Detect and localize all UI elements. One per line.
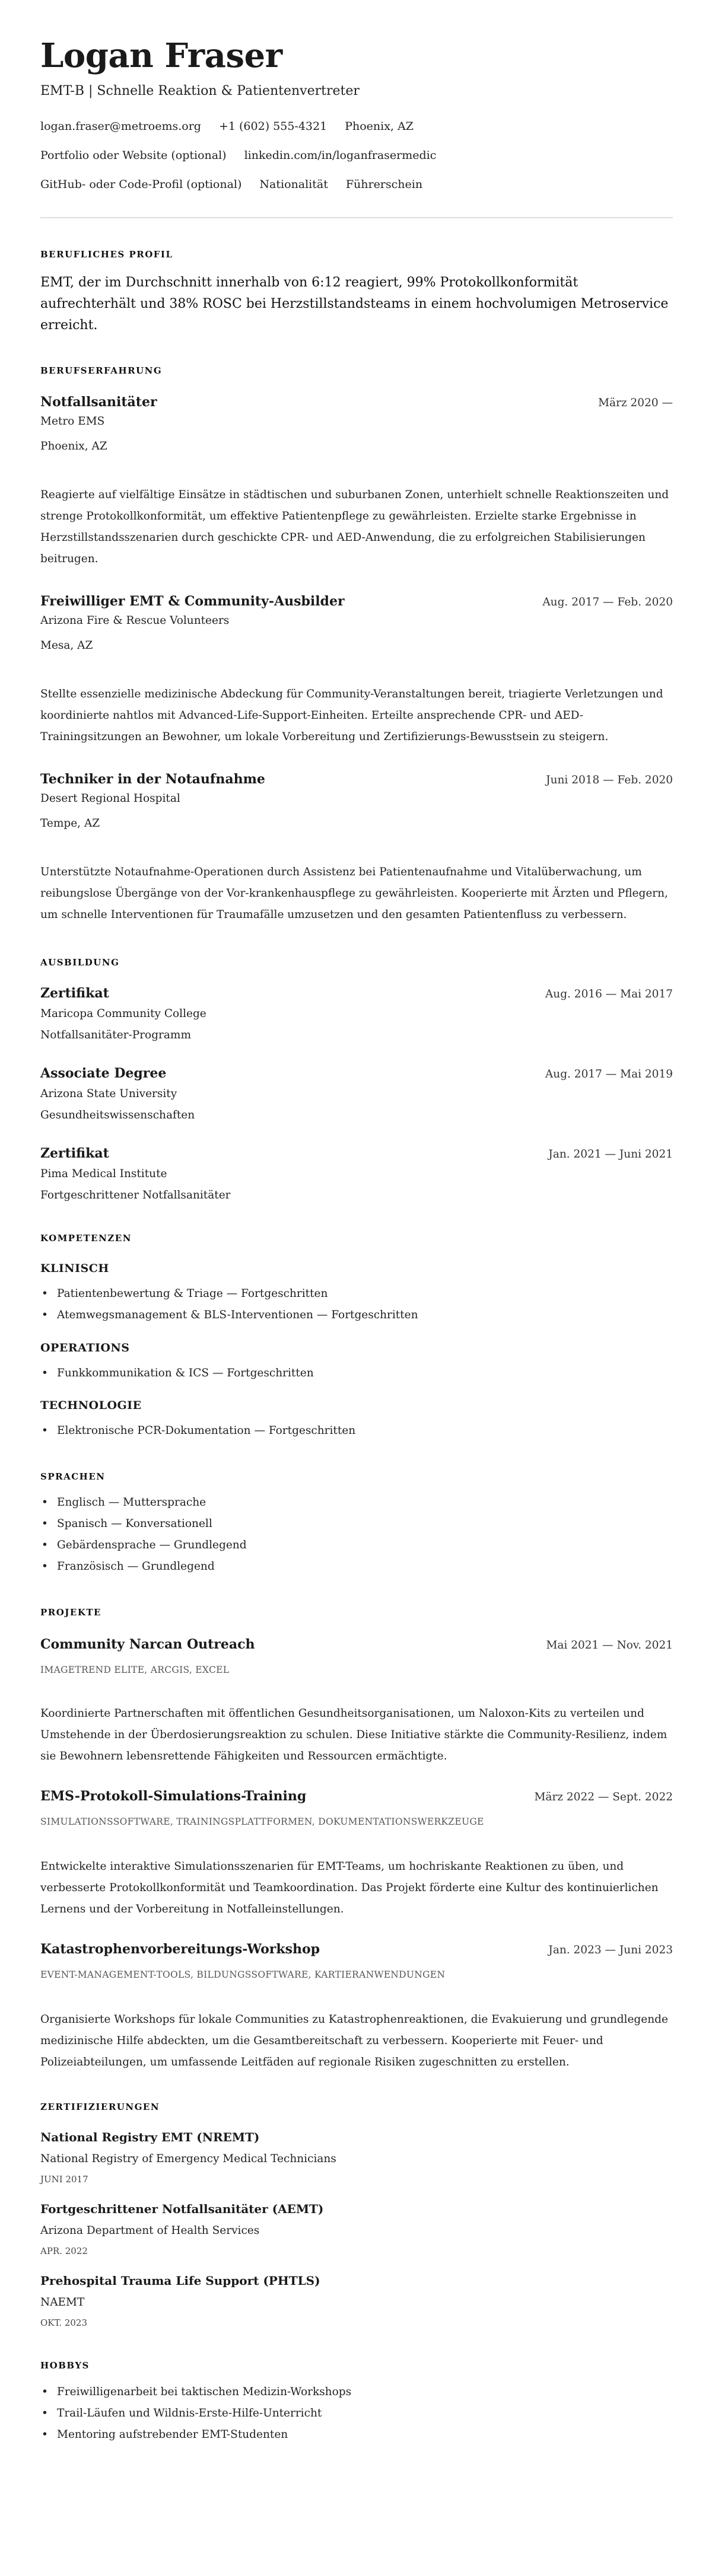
job-title: Notfallsanitäter — [40, 394, 157, 410]
certification-item — [40, 2272, 673, 2330]
school: Maricopa Community College — [40, 1008, 206, 1020]
contact-row — [40, 176, 673, 193]
project-title: Community Narcan Outreach — [40, 1637, 255, 1652]
profile-summary: EMT, der im Durchschnitt innerhalb von 6:12 reagiert, 99% Protokollkonformität aufrechterhält und 38% ROSC bei Herzstillstandsteams in einem hochvolumigen Metroservice erreicht. — [40, 275, 669, 333]
hobbies-section — [40, 2360, 673, 2446]
experience-item — [40, 592, 673, 748]
job-description: Reagierte auf vielfältige Einsätze in städtischen und suburbanen Zonen, unterhielt schnelle Reaktionszeiten und strenge Protokollkonformität, um effektive Patientenpflege zu gewährleisten. Erzielte starke Ergebnisse in Herzstillstandsszenarien durch geschickte CPR- und AED-Anwendung, die zu erfolgreichen Stabilisierungen beitrugen. — [40, 489, 669, 565]
email-link[interactable]: logan.fraser@metroems.org — [40, 120, 201, 133]
job-company: Desert Regional Hospital — [40, 792, 180, 805]
job-title: Freiwilliger EMT & Community-Ausbilder — [40, 594, 345, 609]
skill-category: OPERATIONS — [40, 1341, 130, 1354]
certification-title: Fortgeschrittener Notfallsanitäter (AEMT) — [40, 2202, 324, 2216]
skill-item: • Atemwegsmanagement & BLS-Interventionen — Fortgeschritten — [40, 1305, 673, 1326]
education-date: Jan. 2021 — Juni 2021 — [548, 1148, 673, 1161]
skill-list — [40, 1283, 673, 1326]
experience-item — [40, 393, 673, 570]
job-location: Tempe, AZ — [40, 817, 100, 830]
candidate-subtitle: EMT-B | Schnelle Reaktion & Patientenvertreter — [40, 84, 360, 98]
degree: Zertifikat — [40, 986, 109, 1001]
projects-section — [40, 1606, 673, 2073]
project-title: EMS-Protokoll-Simulations-Training — [40, 1788, 307, 1804]
job-description: Stellte essenzielle medizinische Abdeckung für Community-Veranstaltungen bereit, triagierte Verletzungen und koordinierte nahtlos mit Advanced-Life-Support-Einheiten. Erteilte ansprechende CPR- und AED-Trainingsitzungen an Bewohner, um lokale Vorbereitung und Zertifizierungs-Bewusstsein zu steigern. — [40, 688, 663, 743]
section-heading: PROJEKTE — [40, 1607, 101, 1618]
skill-item: • Patientenbewertung & Triage — Fortgeschritten — [40, 1283, 673, 1305]
language-item: • Englisch — Muttersprache — [40, 1492, 673, 1513]
nationality: Nationalität — [259, 178, 328, 191]
language-item: • Spanisch — Konversationell — [40, 1513, 673, 1535]
job-date: März 2020 — — [598, 397, 673, 409]
field-of-study: Notfallsanitäter-Programm — [40, 1029, 191, 1041]
certification-issuer: National Registry of Emergency Medical Technicians — [40, 2153, 336, 2165]
project-item — [40, 1940, 673, 2073]
contact-row — [40, 146, 673, 164]
section-heading: BERUFSERFAHRUNG — [40, 365, 163, 376]
job-company: Metro EMS — [40, 415, 105, 428]
header-divider — [40, 217, 673, 218]
certification-title: National Registry EMT (NREMT) — [40, 2130, 260, 2144]
degree: Zertifikat — [40, 1146, 109, 1161]
degree: Associate Degree — [40, 1066, 167, 1081]
languages-section — [40, 1471, 673, 1577]
job-title: Techniker in der Notaufnahme — [40, 771, 265, 787]
job-location: Phoenix, AZ — [40, 440, 107, 452]
education-date: Aug. 2016 — Mai 2017 — [545, 988, 673, 1000]
job-company: Arizona Fire & Rescue Volunteers — [40, 614, 230, 627]
skill-category: TECHNOLOGIE — [40, 1399, 142, 1412]
experience-item — [40, 770, 673, 926]
skill-list — [40, 1420, 673, 1442]
language-item: • Gebärdensprache — Grundlegend — [40, 1535, 673, 1556]
certification-issuer: NAEMT — [40, 2296, 85, 2309]
section-heading: HOBBYS — [40, 2360, 90, 2371]
language-item: • Französisch — Grundlegend — [40, 1556, 673, 1577]
job-location: Mesa, AZ — [40, 639, 93, 652]
skill-item: • Elektronische PCR-Dokumentation — Fortgeschritten — [40, 1420, 673, 1442]
project-description: Koordinierte Partnerschaften mit öffentlichen Gesundheitsorganisationen, um Naloxon-Kits zu verteilen und Umstehende in der Überdosierungsreaktion zu schulen. Diese Initiative stärkte die Community-Resilienz, indem sie Bewohnern lebensrettende Fähigkeiten und Ressourcen ermächtigte. — [40, 1707, 668, 1762]
phone-number: +1 (602) 555-4321 — [218, 120, 328, 133]
field-of-study: Gesundheitswissenschaften — [40, 1109, 195, 1121]
project-tech: SIMULATIONSSOFTWARE, TRAININGSPLATTFORMEN, DOKUMENTATIONSWERKZEUGE — [40, 1816, 484, 1827]
language-list — [40, 1492, 673, 1577]
section-heading: SPRACHEN — [40, 1471, 106, 1482]
candidate-name: Logan Fraser — [40, 36, 282, 75]
skill-list — [40, 1363, 673, 1384]
hobby-list — [40, 2381, 673, 2446]
project-date: Jan. 2023 — Juni 2023 — [548, 1944, 673, 1956]
certification-date: OKT. 2023 — [40, 2317, 88, 2328]
certification-date: APR. 2022 — [40, 2246, 88, 2256]
section-heading: BERUFLICHES PROFIL — [40, 249, 173, 260]
field-of-study: Fortgeschrittener Notfallsanitäter — [40, 1189, 231, 1201]
project-description: Entwickelte interaktive Simulationsszenarien für EMT-Teams, um hochriskante Reaktionen zu üben, und verbesserte Protokollkonformität und Teamkoordination. Das Projekt förderte eine Kultur des kontinuierlichen Lernens und der Vorbereitung in Notfalleinstellungen. — [40, 1860, 659, 1915]
project-description: Organisierte Workshops für lokale Communities zu Katastrophenreaktionen, die Evakuierung und grundlegende medizinische Hilfe abdeckten, um die Gesamtbereitschaft zu verbessern. Kooperierte mit Feuer- und Polizeiabteilungen, um umfassende Leitfäden auf regionale Risiken zugeschnitten zu erstellen. — [40, 2013, 668, 2068]
location: Phoenix, AZ — [345, 120, 414, 133]
project-title: Katastrophenvorbereitungs-Workshop — [40, 1941, 320, 1957]
job-date: Juni 2018 — Feb. 2020 — [546, 774, 673, 786]
skill-category: KLINISCH — [40, 1262, 109, 1275]
education-section — [40, 957, 673, 1205]
certification-item — [40, 2128, 673, 2187]
project-date: Mai 2021 — Nov. 2021 — [546, 1639, 673, 1652]
skills-section — [40, 1232, 673, 1442]
contact-row — [40, 117, 673, 135]
section-heading: ZERTIFIZIERUNGEN — [40, 2102, 160, 2112]
job-description: Unterstützte Notaufnahme-Operationen durch Assistenz bei Patientenaufnahme und Vitalüberwachung, um reibungslose Übergänge von der Vor-krankenhauspflege zu gewährleisten. Kooperierte mit Ärzten und Pflegern, um schnelle Interventionen für Traumafälle umzusetzen und den gesamten Patientenfluss zu verbessern. — [40, 866, 668, 921]
hobby-item: • Mentoring aufstrebender EMT-Studenten — [40, 2424, 673, 2446]
project-tech: IMAGETREND ELITE, ARCGIS, EXCEL — [40, 1665, 230, 1675]
profile-section — [40, 248, 673, 336]
experience-section — [40, 365, 673, 926]
certification-title: Prehospital Trauma Life Support (PHTLS) — [40, 2274, 320, 2288]
hobby-item: • Freiwilligenarbeit bei taktischen Medizin-Workshops — [40, 2381, 673, 2403]
job-date: Aug. 2017 — Feb. 2020 — [542, 596, 673, 608]
project-date: März 2022 — Sept. 2022 — [534, 1791, 673, 1803]
resume-header — [40, 37, 673, 193]
project-item — [40, 1635, 673, 1767]
certification-item — [40, 2200, 673, 2259]
section-heading: AUSBILDUNG — [40, 957, 120, 968]
certification-date: JUNI 2017 — [40, 2174, 88, 2185]
education-item — [40, 1064, 673, 1125]
github-link[interactable]: GitHub- oder Code-Profil (optional) — [40, 178, 242, 191]
hobby-item: • Trail-Läufen und Wildnis-Erste-Hilfe-Unterricht — [40, 2403, 673, 2424]
section-heading: KOMPETENZEN — [40, 1233, 132, 1244]
drivers-license: Führerschein — [345, 178, 423, 191]
school: Pima Medical Institute — [40, 1168, 167, 1180]
skill-item: • Funkkommunikation & ICS — Fortgeschritten — [40, 1363, 673, 1384]
project-item — [40, 1787, 673, 1920]
project-tech: EVENT-MANAGEMENT-TOOLS, BILDUNGSSOFTWARE, KARTIERANWENDUNGEN — [40, 1969, 446, 1980]
education-item — [40, 984, 673, 1045]
linkedin-link[interactable]: linkedin.com/in/loganfrasermedic — [244, 149, 437, 162]
certifications-section — [40, 2101, 673, 2330]
portfolio-link[interactable]: Portfolio oder Website (optional) — [40, 149, 227, 162]
education-date: Aug. 2017 — Mai 2019 — [545, 1068, 673, 1080]
certification-issuer: Arizona Department of Health Services — [40, 2224, 260, 2237]
education-item — [40, 1144, 673, 1205]
school: Arizona State University — [40, 1088, 177, 1100]
